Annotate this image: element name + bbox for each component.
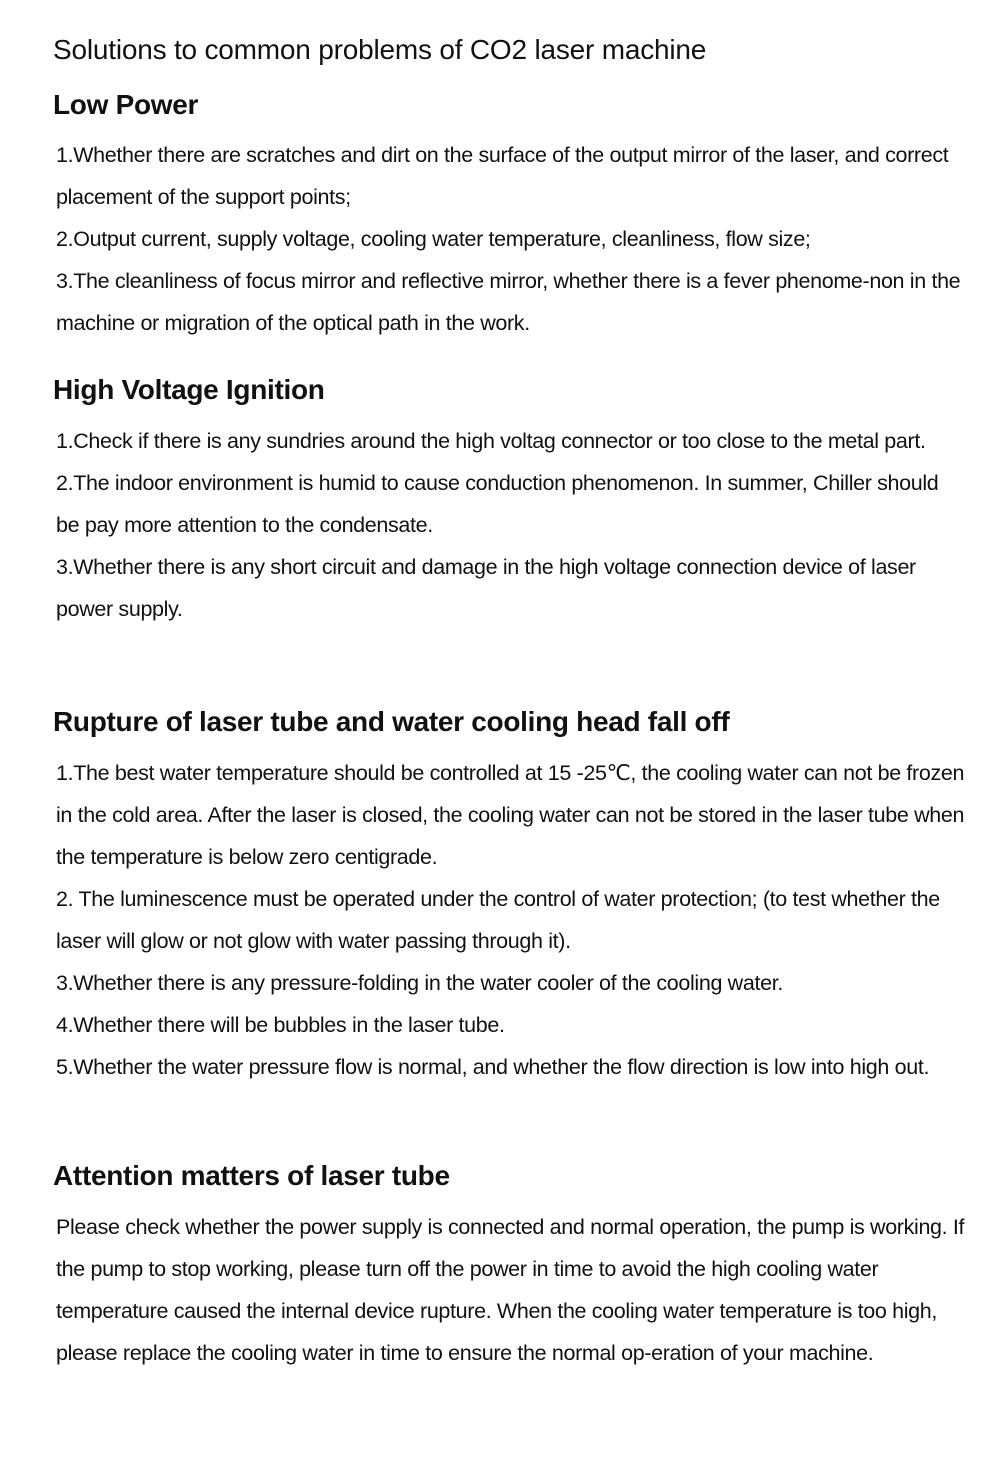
list-item: 2. The luminescence must be operated under the control of water protection; (to test whether the laser will glow or not glow with water passing through it). [56, 887, 940, 953]
rupture-list [56, 752, 966, 1088]
section-heading-low-power: Low Power [53, 89, 199, 120]
list-item: 3.Whether there is any pressure-folding in the water cooler of the cooling water. [56, 971, 783, 995]
list-item: 1.Whether there are scratches and dirt on the surface of the output mirror of the laser, and correct placement of the support points; [56, 143, 949, 209]
list-item: 5.Whether the water pressure flow is normal, and whether the flow direction is low into high out. [56, 1055, 930, 1079]
list-item: 3.The cleanliness of focus mirror and reflective mirror, whether there is a fever phenome-non in the machine or migration of the optical path in the work. [56, 269, 961, 335]
section-heading-attention-matters: Attention matters of laser tube [53, 1160, 450, 1191]
list-item: 2.Output current, supply voltage, cooling water temperature, cleanliness, flow size; [56, 227, 811, 251]
list-item: 4.Whether there will be bubbles in the laser tube. [56, 1013, 505, 1037]
high-voltage-ignition-list [56, 420, 966, 630]
attention-matters-body [56, 1206, 966, 1374]
attention-paragraph: Please check whether the power supply is connected and normal operation, the pump is working. If the pump to stop working, please turn off the power in time to avoid the high cooling water temperature caused the internal device rupture. When the cooling water temperature is too high, please replace the cooling water in time to ensure the normal op-eration of your machine. [56, 1215, 965, 1365]
section-heading-high-voltage-ignition: High Voltage Ignition [53, 374, 325, 405]
list-item: 1.The best water temperature should be controlled at 15 -25℃, the cooling water can not be frozen in the cold area. After the laser is closed, the cooling water can not be stored in the laser tube when the temperature is below zero centigrade. [56, 761, 965, 869]
section-heading-rupture: Rupture of laser tube and water cooling head fall off [53, 706, 730, 737]
page-title: Solutions to common problems of CO2 laser machine [53, 34, 707, 65]
list-item: 1.Check if there is any sundries around the high voltag connector or too close to the metal part. [56, 429, 926, 453]
low-power-list [56, 134, 966, 344]
list-item: 3.Whether there is any short circuit and damage in the high voltage connection device of laser power supply. [56, 555, 916, 621]
list-item: 2.The indoor environment is humid to cause conduction phenomenon. In summer, Chiller should be pay more attention to the condensate. [56, 471, 939, 537]
